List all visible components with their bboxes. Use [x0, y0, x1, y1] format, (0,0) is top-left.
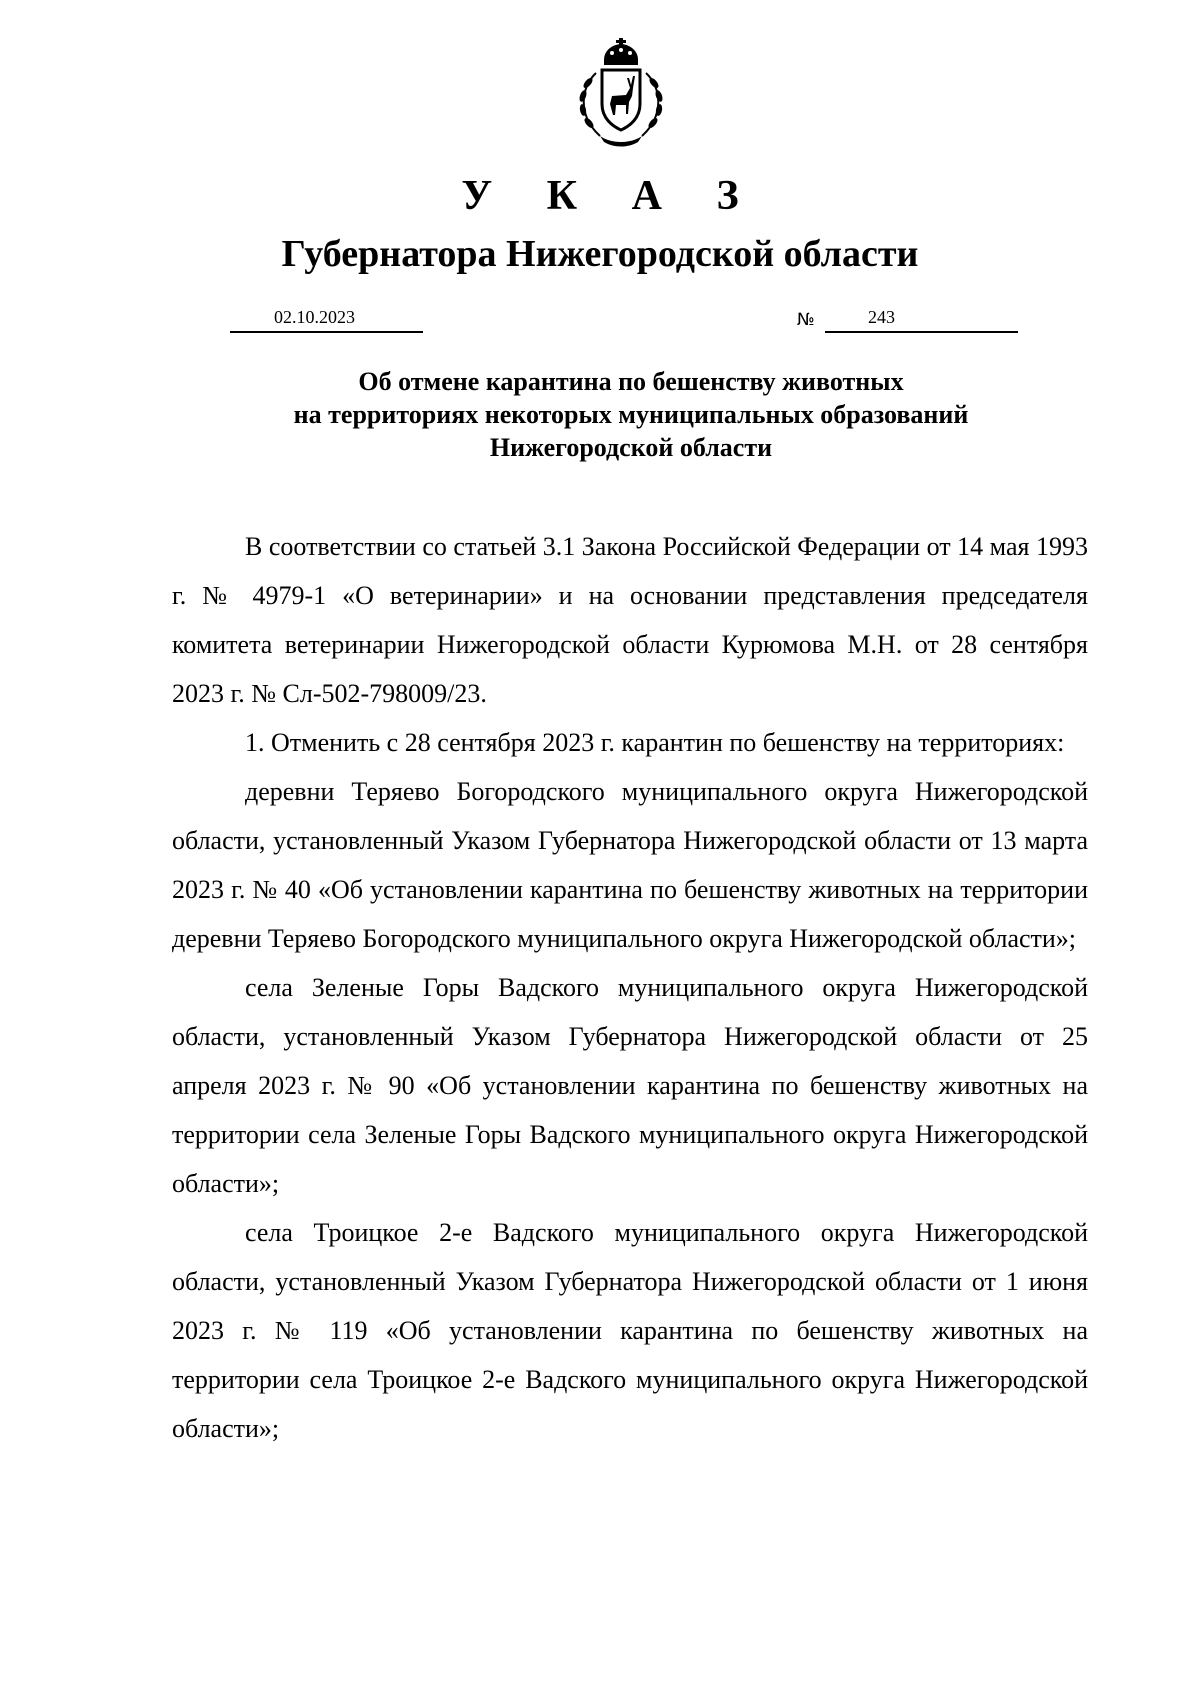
document-type-heading: У К А З — [461, 173, 761, 219]
document-date-field — [230, 307, 423, 333]
document-number-field — [825, 307, 1018, 333]
issuer-heading: Губернатора Нижегородской области — [281, 233, 919, 275]
document-title — [0, 365, 1200, 464]
title-line: Об отмене карантина по бешенству животных — [358, 367, 904, 396]
body-paragraph: деревни Теряево Богородского муниципального округа Нижегородской области, установленный Указом Губернатора Нижегородской области от 13 марта 2023 г. № 40 «Об установлении карантина по бешенству животных на территории деревни Теряево Богородского муниципального округа Нижегородской области»; — [172, 777, 1088, 953]
body-paragraph: В соответствии со статьей 3.1 Закона Российской Федерации от 14 мая 1993 г. № 4979-1 «О ветеринарии» и на основании представления председателя комитета ветеринарии Нижегородской области Курюмова М.Н. от 28 сентября 2023 г. № Сл-502-798009/23. — [172, 532, 1088, 708]
document-body — [172, 522, 1088, 1453]
title-line: Нижегородской области — [489, 433, 773, 462]
body-paragraph: 1. Отменить с 28 сентября 2023 г. карантин по бешенству на территориях: — [245, 728, 1065, 757]
coat-of-arms-icon — [566, 38, 676, 148]
document-date: 02.10.2023 — [274, 307, 355, 327]
title-line: на территориях некоторых муниципальных образований — [293, 400, 969, 429]
body-paragraph: села Троицкое 2-е Вадского муниципального округа Нижегородской области, установленный Указом Губернатора Нижегородской области от 1 июня 2023 г. № 119 «Об установлении карантина по бешенству животных на территории села Троицкое 2-е Вадского муниципального округа Нижегородской области»; — [172, 1218, 1088, 1443]
body-paragraph: села Зеленые Горы Вадского муниципального округа Нижегородской области, установленный Указом Губернатора Нижегородской области от 25 апреля 2023 г. № 90 «Об установлении карантина по бешенству животных на территории села Зеленые Горы Вадского муниципального округа Нижегородской области»; — [172, 973, 1088, 1198]
document-number: 243 — [868, 307, 895, 327]
number-label: № — [797, 310, 815, 330]
